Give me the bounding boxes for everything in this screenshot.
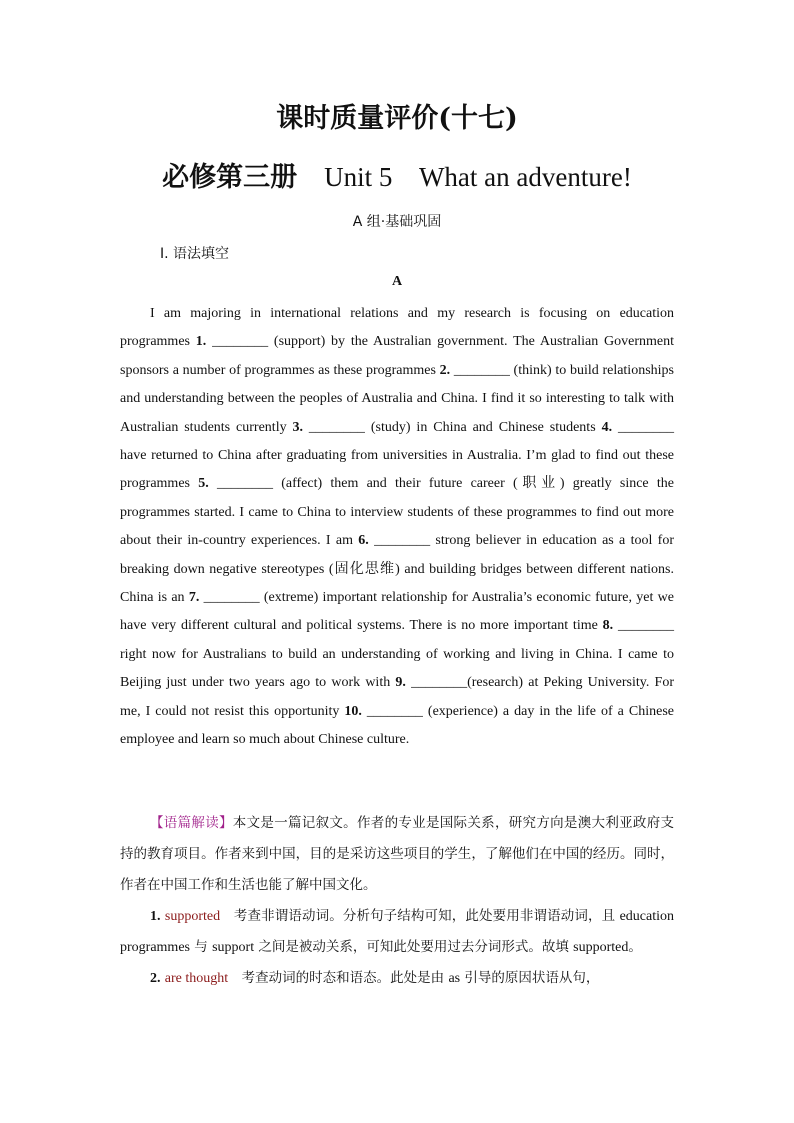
passage-analysis: 【语篇解读】本文是一篇记叙文。作者的专业是国际关系，研究方向是澳大利亚政府支持的教育项目。作者来到中国，目的是采访这些项目的学生，了解他们在中国的经历。同时，作者在中国工作和生活也能了解中国文化。 <box>120 815 675 893</box>
section-heading: Ⅰ. 语法填空 <box>160 246 230 262</box>
unit-number: Unit 5 <box>324 162 393 192</box>
blank-number: 8. <box>602 618 614 634</box>
passage-label: A <box>391 274 403 289</box>
blank-number: 6. <box>358 533 369 549</box>
passage-paragraph: I am majoring in international relations and my research is focusing on education programmes 1. ________ (support) by the Australian government. The Australian Government sponsors a number of programmes as these programmes 2. ________ (think) to build relationships and understanding between the peoples of Australia and China. I find it so interesting to talk with Australian students currently 3. ________ (study) in China and Chinese students 4. ________ have returned to China after graduating from universities in Australia. I’m glad to find out these programmes 5. ________ (affect) them and their future career (职业) greatly since the programmes started. I came to China to interview students of these programmes to find out more about their in-country experiences. I am 6. ________ strong believer in education as a tool for breaking down negative stereotypes (固化思维) and building bridges between different nations. China is an 7. ________ (extreme) important relationship for Australia’s economic future, yet we have very different cultural and political systems. There is no more important time 8. ________ right now for Australians to build an understanding of working and living in China. I came to Beijing just under two years ago to work with 9. ________(research) at Peking University. For me, I could not resist this opportunity 10. ________ (experience) a day in the life of a Chinese employee and learn so much about Chinese culture. <box>120 306 675 748</box>
analysis-tag: 【语篇解读】 <box>150 815 233 831</box>
cloze-passage <box>120 300 674 755</box>
blank-number: 9. <box>395 675 406 691</box>
group-heading: A 组·基础巩固 <box>352 214 442 230</box>
blank-number: 10. <box>344 703 362 719</box>
unit-name: What an adventure! <box>418 162 632 192</box>
blank-number: 5. <box>198 476 209 492</box>
blank-number: 1. <box>195 334 207 350</box>
blank-number: 2. <box>439 362 451 378</box>
blank-number: 4. <box>601 419 613 435</box>
answer-notes <box>120 808 674 994</box>
answer-text: supported <box>164 909 221 924</box>
blank-number: 3. <box>292 419 303 435</box>
answer-item: 1. supported 考查非谓语动词。分析句子结构可知，此处要用非谓语动词，且 education programmes 与 support 之间是被动关系，可知此处要用过去分词形式。故填 supported。 <box>120 908 675 955</box>
blank-number: 7. <box>188 590 200 606</box>
book-name: 必修第三册 <box>162 162 298 193</box>
unit-title <box>0 155 794 194</box>
answer-item: 2. are thought 考查动词的时态和语态。此处是由 as 引导的原因状语从句， <box>150 970 600 986</box>
page-title: 课时质量评价(十七) <box>276 103 518 134</box>
answer-text: are thought <box>164 971 229 986</box>
